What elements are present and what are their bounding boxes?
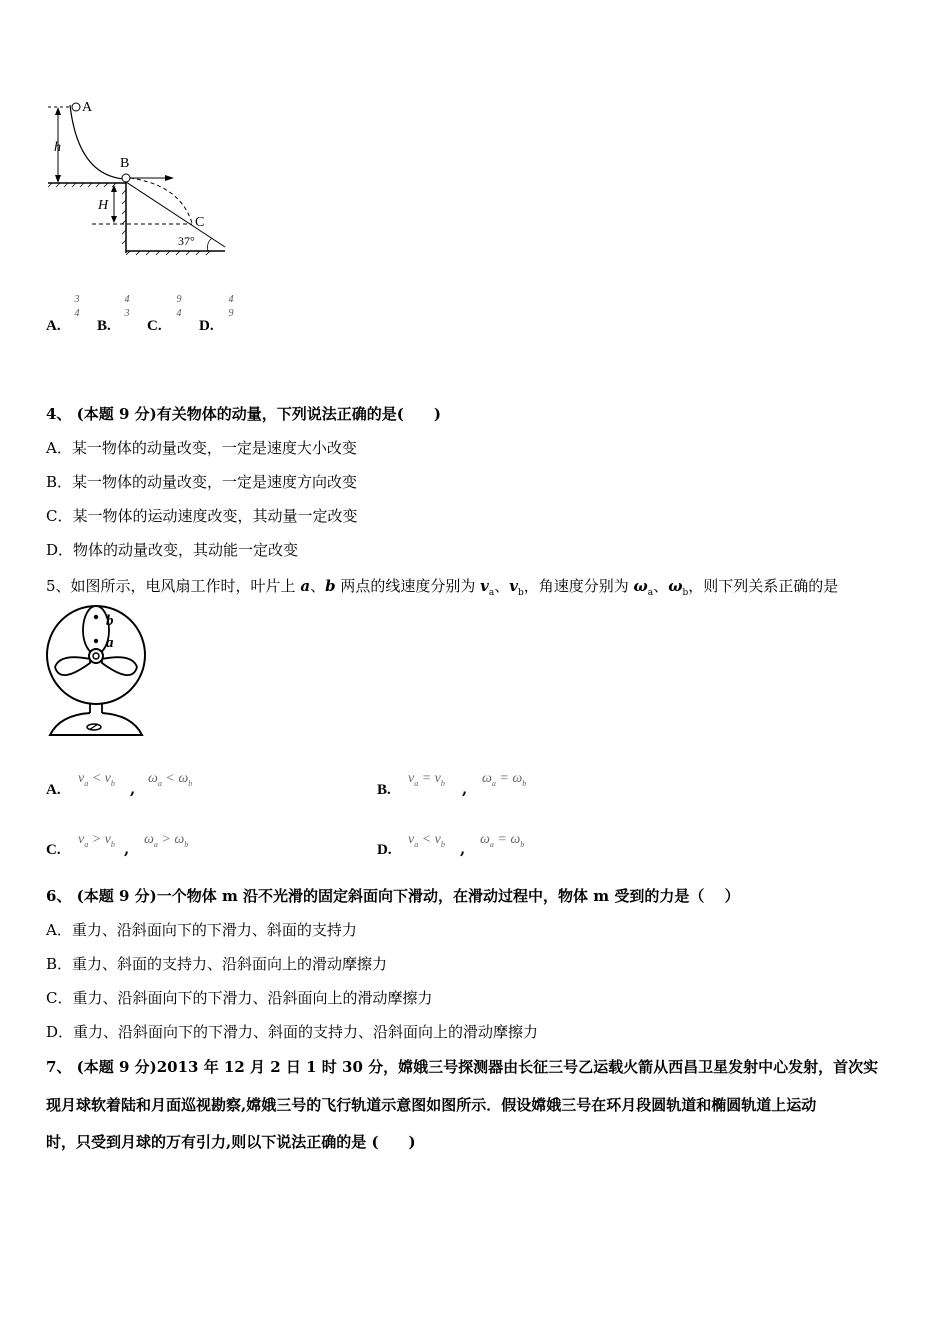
q3-option-d-letter[interactable]: D. [199, 318, 214, 334]
q5-option-d-letter[interactable]: D. [377, 842, 392, 858]
q3-option-d-num: 4 [228, 294, 234, 305]
label-a: A [82, 100, 93, 115]
q5-option-a-v: $v_a < v_b$ [78, 771, 115, 788]
fan-label-b: b [106, 613, 114, 629]
q5-option-c-w: $\omega_a > \omega_b$ [144, 832, 189, 849]
q3-option-c-num: 9 [176, 294, 182, 305]
label-big-h: H [98, 198, 109, 213]
q6-option-b[interactable]: B．重力、斜面的支持力、沿斜面向上的滑动摩擦力 [46, 955, 388, 973]
label-b: B [120, 156, 130, 171]
q6-option-d[interactable]: D．重力、沿斜面向下的下滑力、斜面的支持力、沿斜面向上的滑动摩擦力 [46, 1023, 539, 1041]
q3-option-d-den: 9 [228, 308, 234, 319]
q5-option-c-letter[interactable]: C. [46, 842, 61, 858]
q5-option-b-v: $v_a = v_b$ [408, 771, 445, 788]
q3-option-a-num: 3 [74, 294, 80, 305]
q3-option-b-den: 3 [124, 308, 130, 319]
q6-option-a[interactable]: A．重力、沿斜面向下的下滑力、斜面的支持力 [46, 921, 357, 939]
q3-option-c-letter[interactable]: C. [147, 318, 162, 334]
q3-option-a-letter[interactable]: A. [46, 318, 61, 334]
q5-stem: 5、如图所示，电风扇工作时，叶片上 a、b 两点的线速度分别为 $v_a$、$v_b$，角速度分别为 $\omega_a$、$\omega_b$，则下列关系正确的是 [46, 577, 839, 598]
q3-option-b-num: 4 [124, 294, 130, 305]
fan-label-a: a [106, 635, 114, 651]
q3-option-a-den: 4 [74, 308, 80, 319]
q5-option-a-w: $\omega_a < \omega_b$ [148, 771, 193, 788]
projectile-diagram [40, 95, 240, 260]
q5-option-c-v: $v_a > v_b$ [78, 832, 115, 849]
q5-option-d-w: $\omega_a = \omega_b$ [480, 832, 525, 849]
q7-line-3: 时，只受到月球的万有引力,则以下说法正确的是 ( ) [46, 1133, 416, 1151]
q7-line-1: 7、 (本题 9 分)2013 年 12 月 2 日 1 时 30 分，嫦娥三号探测器由长征三号乙运载火箭从西昌卫星发射中心发射，首次实 [46, 1058, 879, 1076]
q4-stem: 4、 (本题 9 分)有关物体的动量，下列说法正确的是( ) [46, 405, 441, 423]
q5-option-a-letter[interactable]: A. [46, 782, 61, 798]
q5-option-b-letter[interactable]: B. [377, 782, 391, 798]
q5-option-d-v: $v_a < v_b$ [408, 832, 445, 849]
angle-label: 37° [178, 234, 195, 248]
q6-option-c[interactable]: C．重力、沿斜面向下的下滑力、沿斜面向上的滑动摩擦力 [46, 989, 433, 1007]
fan-diagram [40, 603, 155, 743]
q4-option-d[interactable]: D．物体的动量改变，其动能一定改变 [46, 541, 299, 559]
label-c: C [195, 215, 205, 230]
q6-stem: 6、 (本题 9 分)一个物体 m 沿不光滑的固定斜面向下滑动，在滑动过程中，物体 m 受到的力是（ ） [46, 887, 740, 905]
label-h: h [54, 140, 61, 155]
q4-option-c[interactable]: C．某一物体的运动速度改变，其动量一定改变 [46, 507, 358, 525]
q3-option-b-letter[interactable]: B. [97, 318, 111, 334]
q4-option-b[interactable]: B．某一物体的动量改变，一定是速度方向改变 [46, 473, 358, 491]
q4-option-a[interactable]: A．某一物体的动量改变，一定是速度大小改变 [46, 439, 357, 457]
q7-line-2: 现月球软着陆和月面巡视勘察,嫦娥三号的飞行轨道示意图如图所示．假设嫦娥三号在环月段圆轨道和椭圆轨道上运动 [46, 1096, 817, 1114]
q5-option-b-w: $\omega_a = \omega_b$ [482, 771, 527, 788]
q3-option-c-den: 4 [176, 308, 182, 319]
